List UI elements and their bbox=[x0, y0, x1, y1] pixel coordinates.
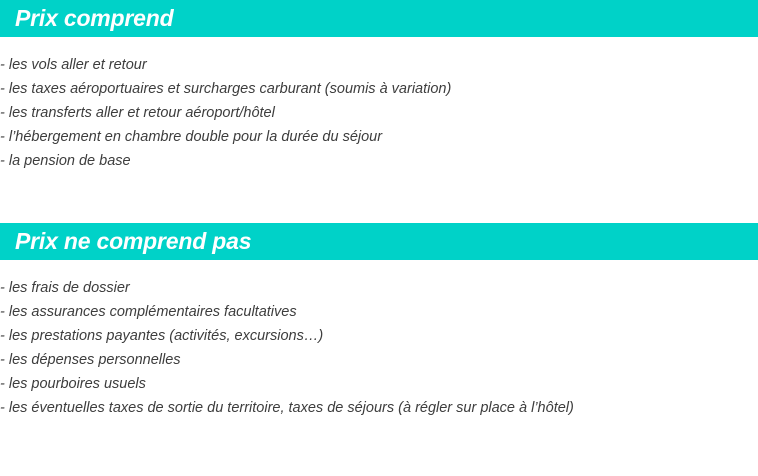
list-item: - l’hébergement en chambre double pour la durée du séjour bbox=[0, 129, 383, 145]
list-item: - les transferts aller et retour aéroport/hôtel bbox=[0, 105, 275, 121]
price-excludes-title: Prix ne comprend pas bbox=[15, 228, 252, 254]
price-includes-header bbox=[0, 0, 758, 37]
price-excludes-list bbox=[0, 276, 574, 420]
list-item: - la pension de base bbox=[0, 153, 131, 169]
list-item: - les frais de dossier bbox=[0, 280, 130, 296]
list-item: - les pourboires usuels bbox=[0, 376, 146, 392]
price-excludes-header bbox=[0, 223, 758, 260]
list-item: - les prestations payantes (activités, excursions…) bbox=[0, 328, 324, 344]
list-item: - les taxes aéroportuaires et surcharges carburant (soumis à variation) bbox=[0, 81, 452, 97]
list-item: - les éventuelles taxes de sortie du territoire, taxes de séjours (à régler sur place à l’hôtel) bbox=[0, 400, 574, 416]
list-item: - les dépenses personnelles bbox=[0, 352, 181, 368]
price-includes-list bbox=[0, 53, 451, 173]
list-item: - les vols aller et retour bbox=[0, 57, 147, 73]
price-includes-title: Prix comprend bbox=[15, 5, 174, 31]
list-item: - les assurances complémentaires facultatives bbox=[0, 304, 297, 320]
